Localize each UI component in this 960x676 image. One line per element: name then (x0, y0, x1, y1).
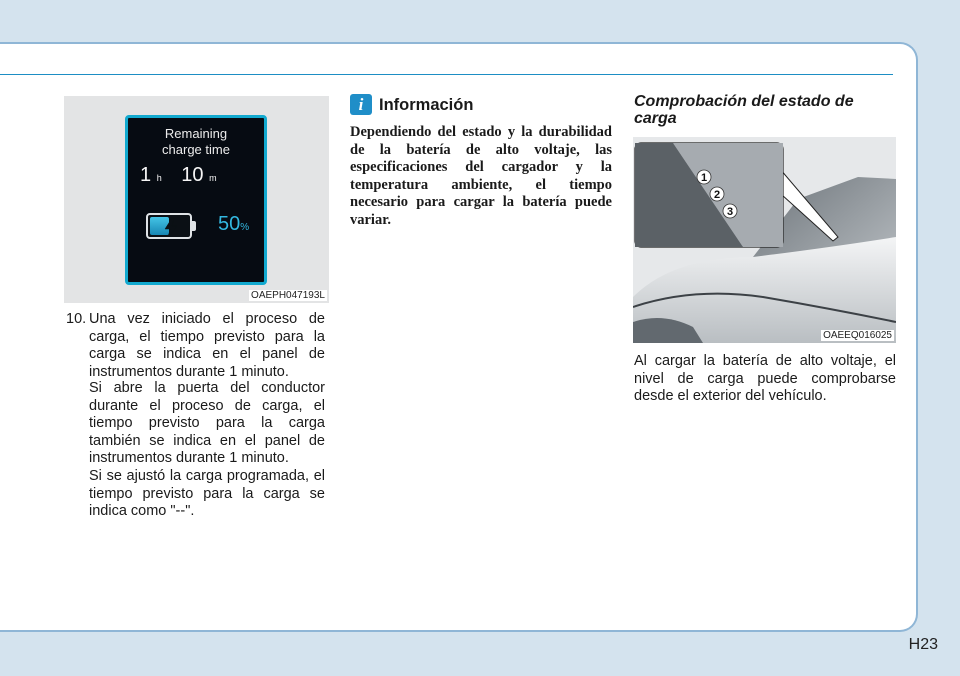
battery-icon (146, 213, 192, 239)
item-number: 10. (66, 311, 87, 327)
callout-3: 3 (726, 206, 734, 218)
section-title: Comprobación del estado de carga (634, 93, 854, 127)
item-10-text: Una vez iniciado el proceso de carga, el tiempo previsto para la carga se indica en el panel de instrumentos durante 1 minuto. (89, 311, 325, 380)
paragraph-driver-door: Si abre la puerta del conductor durante el proceso de carga, el tiempo previsto para la carga también se indica en el panel de instrumentos durante 1 minuto. (89, 380, 325, 466)
hours-unit: h (156, 173, 162, 183)
page-number: H23 (908, 636, 938, 653)
battery-row (146, 213, 256, 245)
info-icon: i (350, 94, 372, 115)
header-rule (0, 74, 893, 75)
cluster-display (125, 115, 267, 285)
minutes-value: 10 (181, 164, 204, 186)
battery-percent-value: 50 (218, 213, 241, 235)
display-title-line2: charge time (162, 142, 230, 157)
display-title-line1: Remaining (164, 126, 228, 141)
remaining-time (140, 164, 260, 187)
battery-percent (218, 213, 249, 236)
callout-2: 2 (713, 189, 721, 201)
info-title: Información (379, 96, 474, 114)
info-body: Dependiendo del estado y la durabilidad de la batería de alto voltaje, las especificaciones del cargador y la temperatura ambiente, el tiempo necesario para cargar la batería puede variar. (350, 124, 612, 228)
paragraph-scheduled-charge: Si se ajustó la carga programada, el tiempo previsto para la carga se indica como "--". (89, 468, 325, 519)
minutes-unit: m (209, 173, 217, 183)
charge-status-body: Al cargar la batería de alto voltaje, el nivel de carga puede comprobarse desde el exterior del vehículo. (634, 353, 896, 404)
car-figure (633, 137, 896, 343)
bolt-icon (163, 218, 179, 238)
figure-code: OAEEQ016025 (823, 330, 892, 341)
car-illustration (633, 137, 896, 343)
figure-code: OAEPH047193L (251, 290, 325, 301)
hours-value: 1 (140, 164, 152, 186)
display-title (128, 126, 264, 158)
battery-tip (192, 221, 196, 231)
callout-1: 1 (700, 172, 708, 184)
cluster-figure (64, 96, 329, 303)
percent-unit: % (240, 222, 250, 233)
